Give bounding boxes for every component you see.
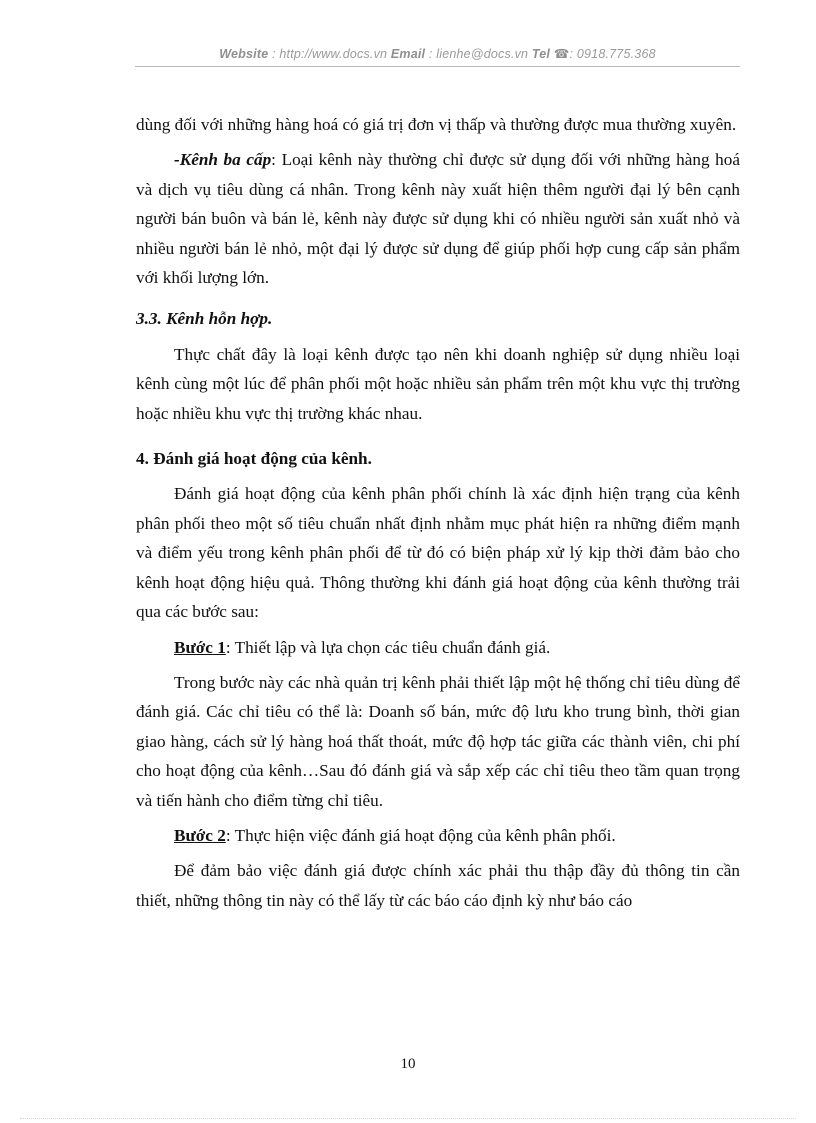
paragraph-criteria: Trong bước này các nhà quản trị kênh phải thiết lập một hệ thống chỉ tiêu dùng để đánh giá. Các chỉ tiêu có thể là: Doanh số bán, mức độ lưu kho trung bình, thời gian giao hàng, cách sử lý hàng hoá thất thoát, mức độ hợp tác giữa các thành viên, chi phí cho hoạt động của kênh…Sau đó đánh giá và sắp xếp các chỉ tiêu theo tầm quan trọng và tiến hành cho điểm từng chỉ tiêu. (136, 672, 740, 810)
paragraph-mixed-channel: Thực chất đây là loại kênh được tạo nên khi doanh nghiệp sử dụng nhiều loại kênh cùng một lúc để phân phối một hoặc nhiều sản phẩm trên một khu vực thị trường hoặc nhiều khu vực thị trường khác nhau. (136, 344, 740, 423)
three-level-channel-text: : Loại kênh này thường chỉ được sử dụng đối với những hàng hoá và dịch vụ tiêu dùng cá nhân. Trong kênh này xuất hiện thêm người đại lý bên cạnh người bán buôn và bán lẻ, kênh này được sử dụng khi có nhiều người sản xuất nhỏ và nhiều người bán lẻ nhỏ, một đại lý được sử dụng để giúp phối hợp cung cấp sản phẩm với khối lượng lớn. (136, 150, 740, 288)
email-value: : lienhe@docs.vn (425, 47, 532, 61)
tel-label: Tel (531, 47, 551, 61)
step-2 (136, 821, 740, 850)
document-body (136, 110, 740, 915)
paragraph-three-level-channel (136, 145, 740, 292)
paragraph-channel-evaluation: Đánh giá hoạt động của kênh phân phối chính là xác định hiện trạng của kênh phân phối theo một số tiêu chuẩn nhất định nhằm mục phát hiện ra những điểm mạnh và điểm yếu trong kênh phân phối để từ đó có biện pháp xử lý kịp thời đảm bảo cho kênh hoạt động hiệu quả. Thông thường khi đánh giá hoạt động của kênh thường trải qua các bước sau: (136, 484, 740, 622)
section-heading-4: 4. Đánh giá hoạt động của kênh. (136, 449, 372, 469)
step-1-label: Bước 1 (174, 637, 226, 657)
step-2-text: : Thực hiện việc đánh giá hoạt động của kênh phân phối. (225, 825, 616, 845)
paragraph-continuation: dùng đối với những hàng hoá có giá trị đơn vị thấp và thường được mua thường xuyên. (136, 115, 737, 134)
page-number: 10 (400, 1056, 416, 1072)
section-heading-3-3: 3.3. Kênh hỗn hợp. (136, 309, 273, 329)
email-label: Email (390, 47, 426, 61)
header-divider (135, 66, 740, 67)
tel-value: : 0918.775.368 (569, 47, 656, 61)
step-1-text: : Thiết lập và lựa chọn các tiêu chuẩn đánh giá. (225, 637, 551, 657)
step-2-label: Bước 2 (174, 825, 226, 845)
website-label: Website (219, 47, 269, 61)
paragraph-information-collection: Để đảm bảo việc đánh giá được chính xác phải thu thập đầy đủ thông tin cần thiết, những thông tin này có thể lấy từ các báo cáo định kỳ như báo cáo (136, 861, 740, 910)
footer-divider (20, 1118, 796, 1119)
step-1 (136, 633, 740, 662)
page-header (135, 46, 740, 61)
three-level-channel-label: -Kênh ba cấp (174, 150, 272, 170)
website-value: : http://www.docs.vn (268, 47, 391, 61)
phone-icon: ☎ (553, 47, 570, 61)
